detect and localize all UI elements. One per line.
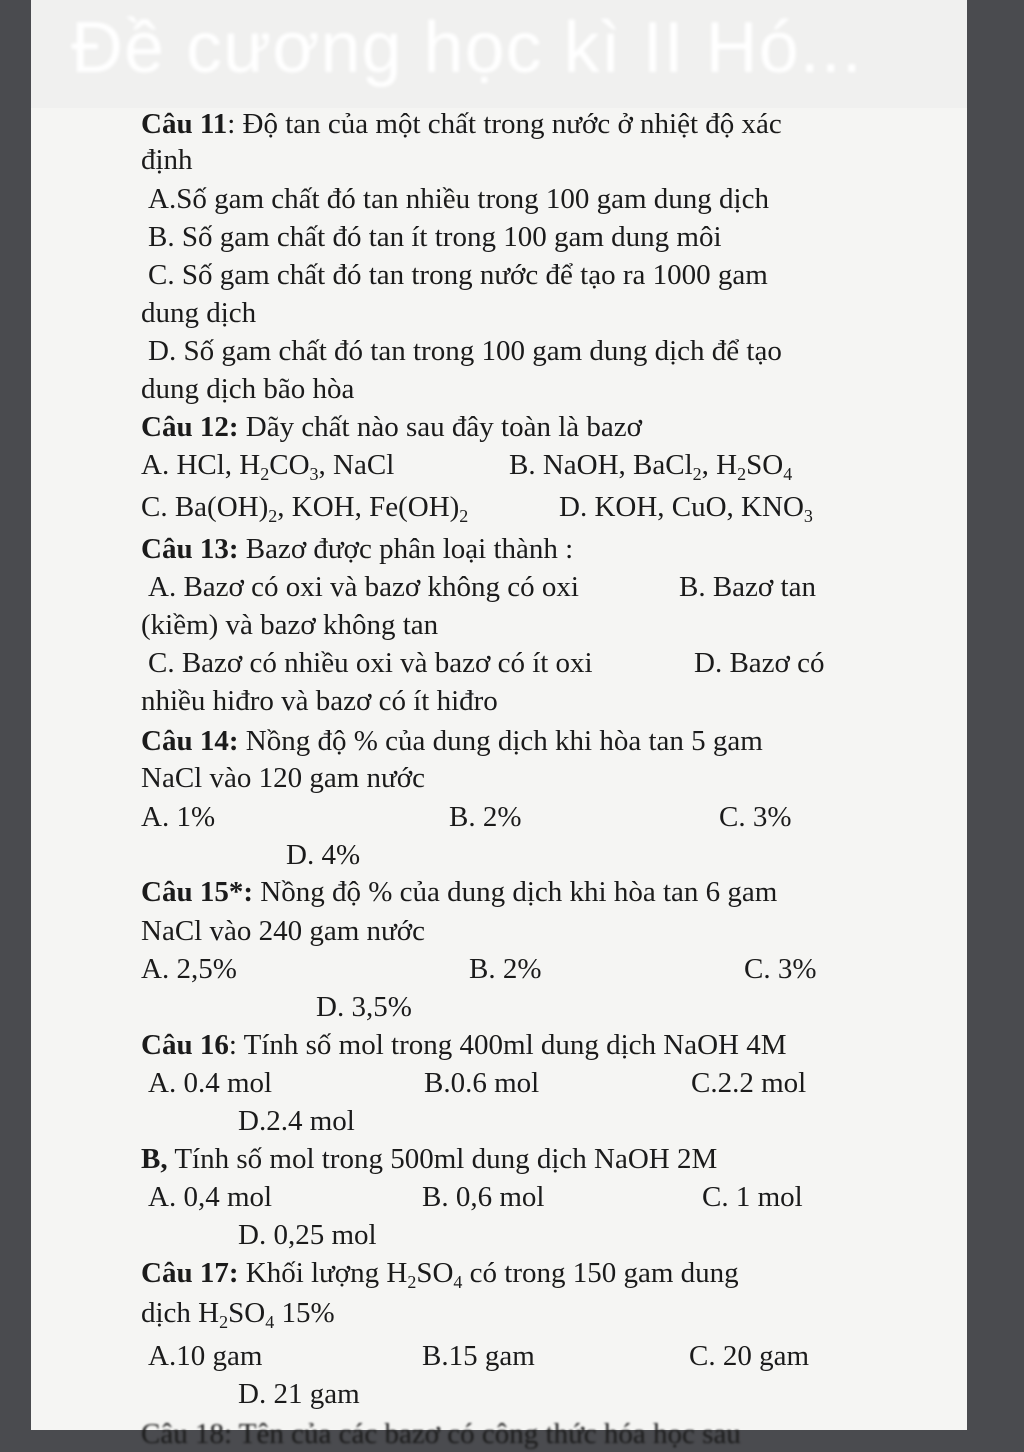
- answer-option: B. NaOH, BaCl$_2$, $H_2SO_4$: [509, 449, 793, 484]
- answer-option: A. Bazơ có oxi và bazơ không có oxi: [148, 571, 579, 603]
- answer-option-continuation: (kiềm) và bazơ không tan: [141, 609, 439, 641]
- question-stem: NaCl vào 120 gam nước: [141, 762, 425, 794]
- answer-option: B. Bazơ tan: [679, 571, 816, 603]
- answer-option: A. HCl, $H_2CO_3$, NaCl: [141, 449, 395, 484]
- answer-option-continuation: dung dịch: [141, 297, 257, 329]
- answer-option: D. 0,25 mol: [238, 1219, 377, 1251]
- answer-option: C. 3%: [719, 801, 792, 833]
- question-line: Câu 17: Khối lượng $H_2SO_4$ có trong 150 gam dung: [141, 1257, 739, 1292]
- question-line: Câu 12: Dãy chất nào sau đây toàn là bazơ: [141, 411, 642, 443]
- question-line: Câu 13: Bazơ được phân loại thành :: [141, 533, 574, 565]
- cutoff-question-line: Câu 18: Tên của các bazơ có công thức hóa học sau: [141, 1418, 741, 1450]
- answer-option: C. 1 mol: [702, 1181, 803, 1213]
- question-label: Câu 15*: [141, 876, 244, 908]
- answer-option: D. Bazơ có: [694, 647, 825, 679]
- question-line: Câu 14: Nồng độ % của dung dịch khi hòa tan 5 gam: [141, 725, 763, 757]
- question-line: Câu 15*: Nồng độ % của dung dịch khi hòa tan 6 gam: [141, 876, 778, 908]
- answer-option: D. Số gam chất đó tan trong 100 gam dung dịch để tạo: [148, 335, 782, 367]
- question-stem: Dãy chất nào sau đây toàn là bazơ: [245, 411, 642, 443]
- question-stem: Tính số mol trong 500ml dung dịch NaOH 2M: [174, 1143, 718, 1175]
- answer-option: B. 0,6 mol: [422, 1181, 545, 1213]
- answer-option: A.10 gam: [148, 1340, 263, 1372]
- question-label: B,: [141, 1143, 168, 1175]
- answer-option: A. 0.4 mol: [148, 1067, 273, 1099]
- answer-option: A. 1%: [141, 801, 216, 833]
- question-label: Câu 14: [141, 725, 229, 757]
- question-stem: Nồng độ % của dung dịch khi hòa tan 6 gam: [260, 876, 778, 908]
- answer-option: B.0.6 mol: [424, 1067, 540, 1099]
- question-label: Câu 11: [141, 108, 228, 140]
- question-stem: Tính số mol trong 400ml dung dịch NaOH 4M: [243, 1029, 787, 1061]
- answer-option-continuation: dung dịch bão hòa: [141, 373, 355, 405]
- question-line: Câu 11: Độ tan của một chất trong nước ở nhiệt độ xác: [141, 108, 782, 140]
- question-label: Câu 16: [141, 1029, 229, 1061]
- answer-option: C.2.2 mol: [691, 1067, 807, 1099]
- answer-option-continuation: nhiều hiđro và bazơ có ít hiđro: [141, 685, 498, 717]
- answer-option: D. 21 gam: [238, 1378, 360, 1410]
- answer-option: B. 2%: [449, 801, 522, 833]
- question-label: Câu 17: [141, 1257, 229, 1289]
- question-stem: Độ tan của một chất trong nước ở nhiệt độ xác: [242, 108, 782, 140]
- question-line: Câu 16: Tính số mol trong 400ml dung dịch NaOH 4M: [141, 1029, 787, 1061]
- answer-option: C. Số gam chất đó tan trong nước để tạo ra 1000 gam: [148, 259, 768, 291]
- answer-option: A. 2,5%: [141, 953, 237, 985]
- question-stem: dịch $H_2SO_4$ 15%: [141, 1297, 335, 1332]
- answer-option: B. 2%: [469, 953, 542, 985]
- answer-option: C. 3%: [744, 953, 817, 985]
- question-stem: Khối lượng $H_2SO_4$ có trong 150 gam dung: [245, 1257, 739, 1292]
- question-line: [141, 1141, 717, 1177]
- document-page: [31, 0, 967, 1450]
- question-label: Câu 13: [141, 533, 229, 565]
- question-stem: định: [141, 144, 193, 176]
- answer-option: A.Số gam chất đó tan nhiều trong 100 gam dung dịch: [148, 183, 769, 215]
- answer-option: D.2.4 mol: [238, 1105, 355, 1137]
- answer-option: C. Bazơ có nhiều oxi và bazơ có ít oxi: [148, 647, 593, 679]
- answer-option: C. $Ba(OH)_2$, KOH, $Fe(OH)_2$: [141, 491, 469, 526]
- answer-option: C. 20 gam: [689, 1340, 810, 1372]
- question-stem: Nồng độ % của dung dịch khi hòa tan 5 gam: [245, 725, 763, 757]
- title-banner: [31, 0, 967, 108]
- document-title: Đề cương học kì II Hó...: [71, 8, 863, 88]
- answer-option: B.15 gam: [422, 1340, 535, 1372]
- answer-option: D. KOH, CuO, $KNO_3$: [559, 491, 813, 526]
- question-stem: NaCl vào 240 gam nước: [141, 915, 425, 947]
- question-label: Câu 12: [141, 411, 229, 443]
- question-stem: Bazơ được phân loại thành :: [245, 533, 574, 565]
- answer-option: A. 0,4 mol: [148, 1181, 273, 1213]
- answer-option: D. 3,5%: [316, 991, 412, 1023]
- answer-option: D. 4%: [286, 839, 361, 871]
- answer-option: B. Số gam chất đó tan ít trong 100 gam dung môi: [148, 221, 722, 253]
